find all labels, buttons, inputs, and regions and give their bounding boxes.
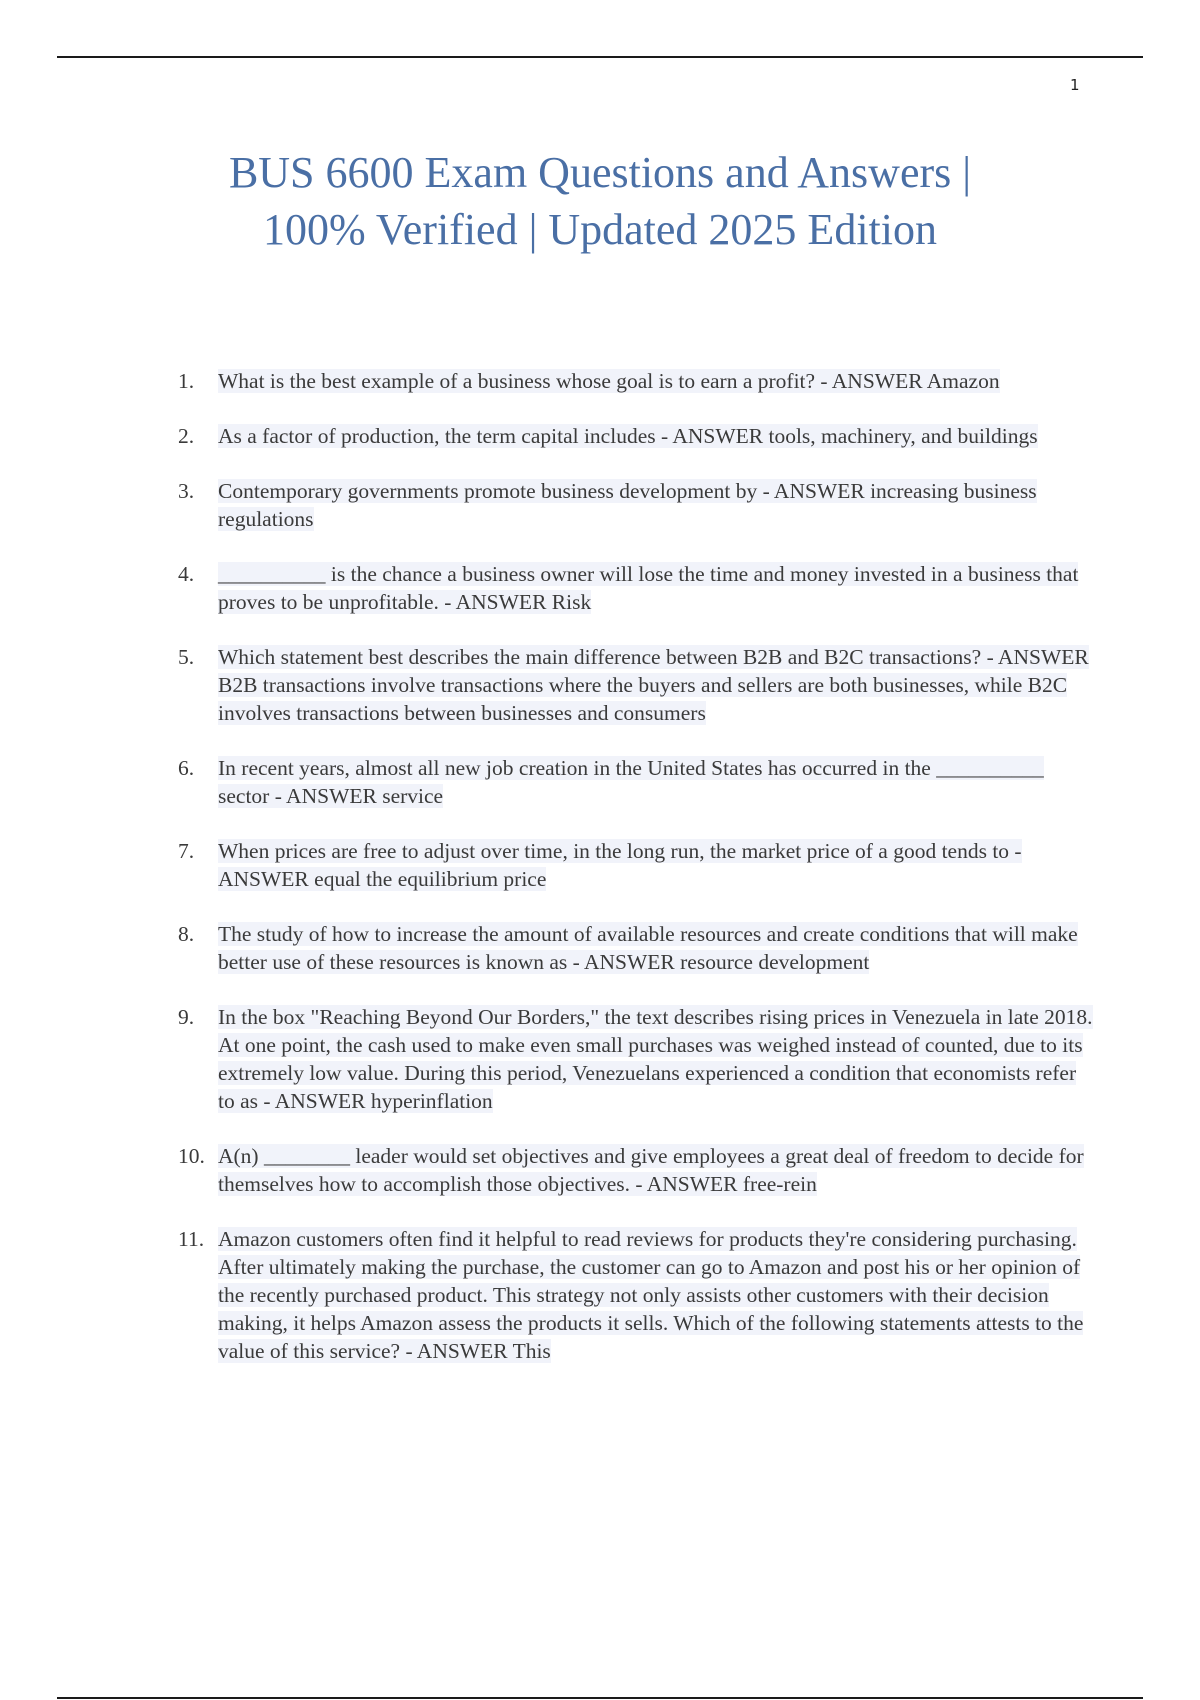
question-item xyxy=(178,837,1098,893)
question-text: A(n) ________ leader would set objectives and give employees a great deal of freedom to decide for themselves how to accomplish those objectives. - ANSWER free-rein xyxy=(218,1144,1084,1196)
header-rule xyxy=(57,56,1143,58)
question-item xyxy=(178,1003,1098,1115)
question-number: 7. xyxy=(178,839,195,863)
question-text: Amazon customers often find it helpful to read reviews for products they're considering purchasing. After ultimately making the purchase, the customer can go to Amazon and post his or her opinion of the recently purchased product. This strategy not only assists other customers with their decision making, it helps Amazon assess the products it sells. Which of the following statements attests to the value of this service? - ANSWER This xyxy=(218,1227,1084,1363)
footer-rule xyxy=(57,1697,1143,1699)
question-number: 8. xyxy=(178,922,195,946)
question-item xyxy=(178,367,1098,395)
question-text: What is the best example of a business whose goal is to earn a profit? - ANSWER Amazon xyxy=(218,369,1000,393)
question-item xyxy=(178,920,1098,976)
question-number: 2. xyxy=(178,424,195,448)
question-number: 9. xyxy=(178,1005,195,1029)
question-item xyxy=(178,477,1098,533)
document-title xyxy=(150,144,1050,258)
title-line-2: 100% Verified | Updated 2025 Edition xyxy=(263,205,937,254)
question-number: 1. xyxy=(178,369,195,393)
question-number: 10. xyxy=(178,1144,205,1168)
question-number: 3. xyxy=(178,479,195,503)
page-number: 1 xyxy=(1070,76,1080,94)
question-number: 5. xyxy=(178,645,195,669)
question-text: In the box "Reaching Beyond Our Borders," the text describes rising prices in Venezuela in late 2018. At one point, the cash used to make even small purchases was weighed instead of counted, due to its extremely low value. During this period, Venezuelans experienced a condition that economists refer to as - ANSWER hyperinflation xyxy=(218,1005,1093,1113)
question-number: 11. xyxy=(178,1227,205,1251)
question-item xyxy=(178,422,1098,450)
question-item xyxy=(178,560,1098,616)
question-number: 4. xyxy=(178,562,195,586)
question-text: The study of how to increase the amount of available resources and create conditions that will make better use of these resources is known as - ANSWER resource development xyxy=(218,922,1078,974)
question-text: Contemporary governments promote business development by - ANSWER increasing business regulations xyxy=(218,479,1037,531)
question-item xyxy=(178,1225,1098,1365)
question-item xyxy=(178,754,1098,810)
title-line-1: BUS 6600 Exam Questions and Answers | xyxy=(228,148,972,197)
question-text: As a factor of production, the term capital includes - ANSWER tools, machinery, and buildings xyxy=(218,424,1038,448)
question-text: Which statement best describes the main difference between B2B and B2C transactions? - ANSWER B2B transactions involve transactions where the buyers and sellers are both businesses, while B2C involves transactions between businesses and consumers xyxy=(218,645,1089,725)
question-list xyxy=(178,367,1098,1392)
question-text: In recent years, almost all new job creation in the United States has occurred in the __________ sector - ANSWER service xyxy=(218,756,1044,808)
question-text: When prices are free to adjust over time, in the long run, the market price of a good tends to - ANSWER equal the equilibrium price xyxy=(218,839,1022,891)
question-text: __________ is the chance a business owner will lose the time and money invested in a business that proves to be unprofitable. - ANSWER Risk xyxy=(218,562,1079,614)
question-number: 6. xyxy=(178,756,195,780)
question-item xyxy=(178,643,1098,727)
question-item xyxy=(178,1142,1098,1198)
